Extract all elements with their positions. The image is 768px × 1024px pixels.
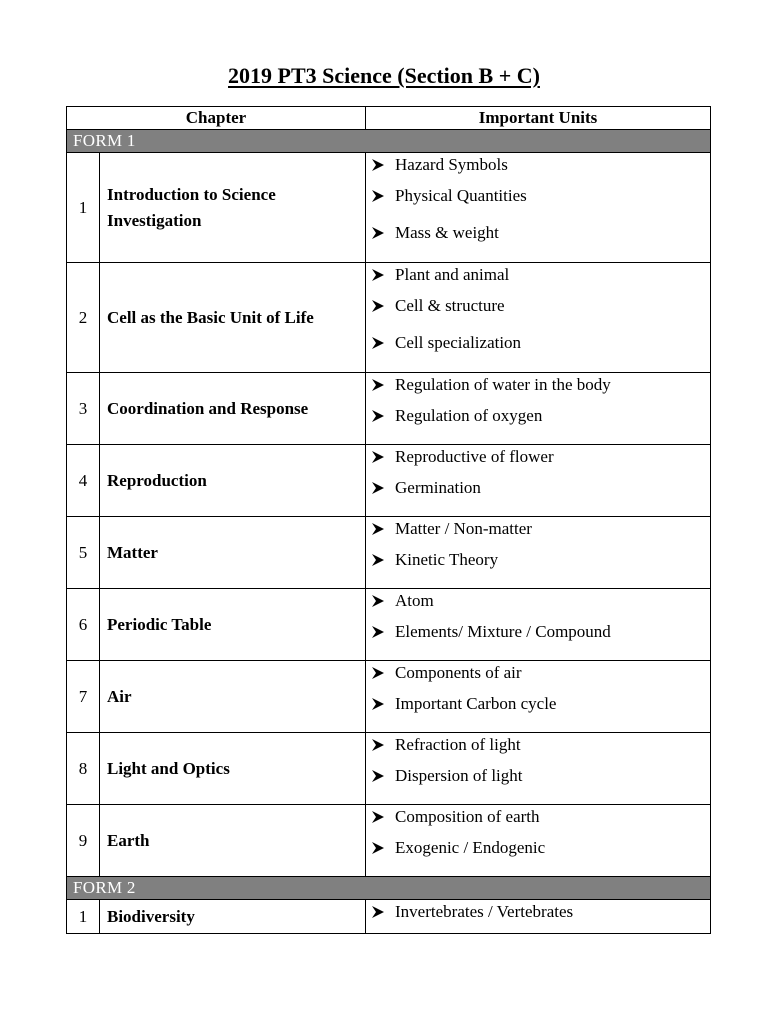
unit-list-item [371,829,710,867]
form-section-label: FORM 1 [67,130,711,153]
chapter-title: Cell as the Basic Unit of Life [100,263,366,373]
table-row [67,373,711,445]
form-section-row [67,877,711,900]
unit-list-item [371,287,710,325]
important-units-cell [366,733,711,805]
unit-label: Elements/ Mixture / Compound [395,621,611,641]
important-units-table [66,106,711,934]
arrowhead-bullet-icon [371,299,385,313]
unit-list-item [371,397,710,435]
chapter-number: 7 [67,661,100,733]
unit-list-item [371,469,710,507]
unit-list [371,733,710,795]
unit-list-item [371,153,710,177]
table-row [67,661,711,733]
table-row [67,153,711,263]
unit-list-item [371,757,710,795]
arrowhead-bullet-icon [371,738,385,752]
unit-label: Exogenic / Endogenic [395,837,546,857]
unit-label: Invertebrates / Vertebrates [395,902,574,921]
chapter-number: 1 [67,153,100,263]
chapter-title: Introduction to Science Investigation [100,153,366,263]
unit-label: Refraction of light [395,735,521,754]
table-row [67,517,711,589]
arrowhead-bullet-icon [371,409,385,423]
important-units-cell [366,805,711,877]
unit-label: Important Carbon cycle [395,693,557,713]
table-row [67,805,711,877]
chapter-number: 4 [67,445,100,517]
unit-label: Atom [395,591,434,610]
unit-list-item [371,900,710,924]
unit-label: Dispersion of light [395,765,523,785]
table-row [67,445,711,517]
unit-list [371,900,710,924]
arrowhead-bullet-icon [371,810,385,824]
unit-label: Plant and animal [395,265,510,284]
chapter-number: 3 [67,373,100,445]
chapter-title: Air [100,661,366,733]
chapter-title: Light and Optics [100,733,366,805]
important-units-cell [366,263,711,373]
chapter-title: Earth [100,805,366,877]
arrowhead-bullet-icon [371,769,385,783]
unit-list-item [371,215,710,253]
unit-list [371,661,710,723]
unit-label: Hazard Symbols [395,155,508,174]
arrowhead-bullet-icon [371,378,385,392]
important-units-cell [366,589,711,661]
unit-label: Cell specialization [395,333,522,353]
unit-label: Composition of earth [395,807,540,826]
unit-label: Matter / Non-matter [395,519,532,538]
arrowhead-bullet-icon [371,905,385,919]
unit-list-item [371,517,710,541]
arrowhead-bullet-icon [371,625,385,639]
important-units-cell [366,661,711,733]
chapter-number: 8 [67,733,100,805]
unit-label: Germination [395,477,481,497]
unit-label: Mass & weight [395,223,499,243]
chapter-title: Matter [100,517,366,589]
unit-list [371,517,710,579]
chapter-number: 9 [67,805,100,877]
page-title: 2019 PT3 Science (Section B + C) [228,63,540,88]
arrowhead-bullet-icon [371,594,385,608]
unit-label: Kinetic Theory [395,549,499,569]
units-header: Important Units [366,107,711,130]
unit-list-item [371,733,710,757]
unit-list [371,805,710,867]
important-units-cell [366,153,711,263]
arrowhead-bullet-icon [371,481,385,495]
unit-label: Cell & structure [395,295,505,315]
arrowhead-bullet-icon [371,336,385,350]
unit-list-item [371,373,710,397]
chapter-number: 1 [67,900,100,934]
form-section-label: FORM 2 [67,877,711,900]
arrowhead-bullet-icon [371,189,385,203]
unit-list [371,263,710,362]
unit-label: Components of air [395,663,522,682]
chapter-number: 2 [67,263,100,373]
table-row [67,263,711,373]
unit-list [371,373,710,435]
chapter-number: 6 [67,589,100,661]
unit-label: Physical Quantities [395,185,527,205]
unit-list-item [371,685,710,723]
unit-list [371,445,710,507]
important-units-cell [366,373,711,445]
form-section-row [67,130,711,153]
arrowhead-bullet-icon [371,697,385,711]
chapter-title: Coordination and Response [100,373,366,445]
unit-list [371,153,710,252]
arrowhead-bullet-icon [371,522,385,536]
unit-label: Regulation of oxygen [395,405,543,425]
important-units-cell [366,445,711,517]
arrowhead-bullet-icon [371,666,385,680]
unit-list [371,589,710,651]
unit-list-item [371,805,710,829]
unit-list-item [371,661,710,685]
important-units-cell [366,900,711,934]
table-row [67,733,711,805]
unit-label: Regulation of water in the body [395,375,611,394]
table-row [67,900,711,934]
chapter-number: 5 [67,517,100,589]
chapter-header: Chapter [67,107,366,130]
unit-list-item [371,177,710,215]
chapter-title: Biodiversity [100,900,366,934]
arrowhead-bullet-icon [371,226,385,240]
arrowhead-bullet-icon [371,450,385,464]
unit-list-item [371,325,710,363]
table-header-row [67,107,711,130]
important-units-cell [366,517,711,589]
unit-list-item [371,589,710,613]
chapter-title: Periodic Table [100,589,366,661]
unit-list-item [371,263,710,287]
arrowhead-bullet-icon [371,158,385,172]
unit-list-item [371,613,710,651]
chapter-title: Reproduction [100,445,366,517]
unit-list-item [371,445,710,469]
arrowhead-bullet-icon [371,841,385,855]
arrowhead-bullet-icon [371,553,385,567]
table-body [67,130,711,934]
table-row [67,589,711,661]
unit-list-item [371,541,710,579]
arrowhead-bullet-icon [371,268,385,282]
unit-label: Reproductive of flower [395,447,554,466]
